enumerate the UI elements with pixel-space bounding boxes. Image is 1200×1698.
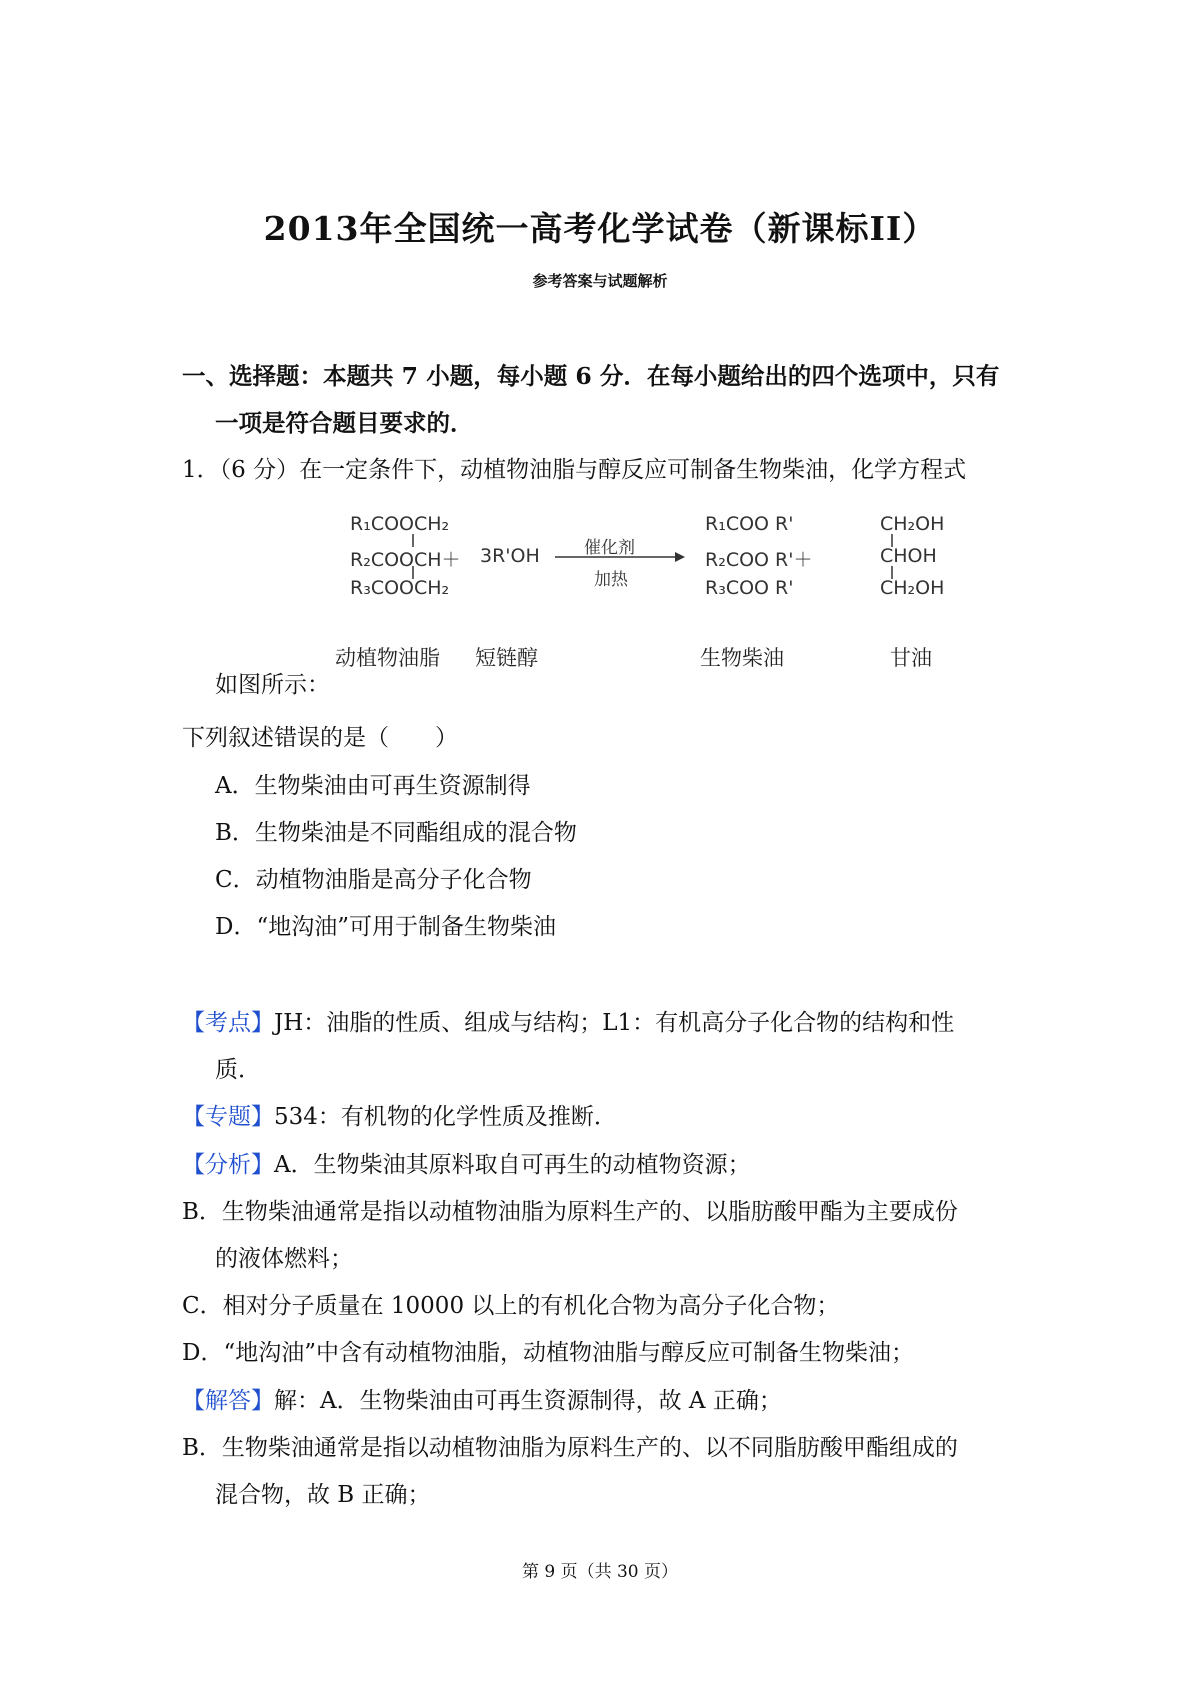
fenxi-b-line1: B．生物柴油通常是指以动植物油脂为原料生产的、以脂肪酸甲酯为主要成份	[182, 1199, 958, 1225]
kaodian-text: JH：油脂的性质、组成与结构；L1：有机高分子化合物的结构和性	[274, 1010, 955, 1036]
figure-caption: 如图所示：	[215, 672, 330, 698]
option-b: B．生物柴油是不同酯组成的混合物	[215, 820, 577, 846]
zhuanti-text: 534：有机物的化学性质及推断．	[274, 1104, 617, 1130]
page-title: 2013年全国统一高考化学试卷（新课标II）	[263, 209, 937, 248]
reactant1-line1: R₁COOCH₂	[350, 513, 450, 535]
zhuanti-line	[182, 1102, 617, 1132]
reactant2: 3R'OH	[480, 545, 540, 567]
fenxi-c-line: C．相对分子质量在 10000 以上的有机化合物为高分子化合物；	[182, 1293, 840, 1319]
jieda-b-line1: B．生物柴油通常是指以动植物油脂为原料生产的、以不同脂肪酸甲酯组成的	[182, 1435, 958, 1461]
fenxi-line	[182, 1150, 751, 1180]
jieda-line	[182, 1386, 782, 1416]
product1-line1: R₁COO R'	[705, 513, 794, 535]
product2-line3: CH₂OH	[880, 577, 945, 599]
kaodian-line	[182, 1008, 954, 1038]
label-oil: 动植物油脂	[335, 646, 440, 670]
reaction-figure	[335, 505, 960, 675]
zhuanti-tag: 【专题】	[182, 1104, 274, 1130]
option-c: C．动植物油脂是高分子化合物	[215, 867, 532, 893]
condition-heat: 加热	[594, 570, 628, 590]
page-subtitle: 参考答案与试题解析	[532, 272, 668, 290]
kaodian-line2: 质．	[215, 1057, 261, 1083]
product1-line3: R₃COO R'	[705, 577, 794, 599]
fenxi-b-line2: 的液体燃料；	[215, 1246, 353, 1272]
product2-line2: CHOH	[880, 545, 937, 567]
condition-catalyst: 催化剂	[584, 538, 635, 558]
section-heading-line2: 一项是符合题目要求的．	[215, 409, 474, 437]
product1-line2: R₂COO R'＋	[705, 549, 813, 571]
question-stem: 1．（6 分）在一定条件下，动植物油脂与醇反应可制备生物柴油，化学方程式	[182, 457, 967, 483]
page-footer: 第 9 页（共 30 页）	[521, 1562, 679, 1582]
fenxi-text: A．生物柴油其原料取自可再生的动植物资源；	[274, 1152, 751, 1178]
jieda-tag: 【解答】	[182, 1388, 274, 1414]
label-glycerol: 甘油	[890, 646, 932, 670]
option-d: D．“地沟油”可用于制备生物柴油	[215, 914, 556, 940]
product2-line1: CH₂OH	[880, 513, 945, 535]
jieda-b-line2: 混合物，故 B 正确；	[215, 1482, 431, 1508]
label-biodiesel: 生物柴油	[700, 646, 784, 670]
fenxi-d-line: D．“地沟油”中含有动植物油脂，动植物油脂与醇反应可制备生物柴油；	[182, 1340, 914, 1366]
reactant1-line3: R₃COOCH₂	[350, 577, 450, 599]
fenxi-tag: 【分析】	[182, 1152, 274, 1178]
section-heading-line1: 一、选择题：本题共 7 小题，每小题 6 分．在每小题给出的四个选项中，只有	[182, 362, 1000, 390]
kaodian-tag: 【考点】	[182, 1010, 274, 1036]
option-a: A．生物柴油由可再生资源制得	[215, 773, 531, 799]
reactant1-line2: R₂COOCH＋	[350, 549, 461, 571]
label-alcohol: 短链醇	[475, 646, 538, 670]
question-prompt: 下列叙述错误的是（ ）	[182, 725, 458, 751]
jieda-text: 解：A．生物柴油由可再生资源制得，故 A 正确；	[274, 1388, 782, 1414]
